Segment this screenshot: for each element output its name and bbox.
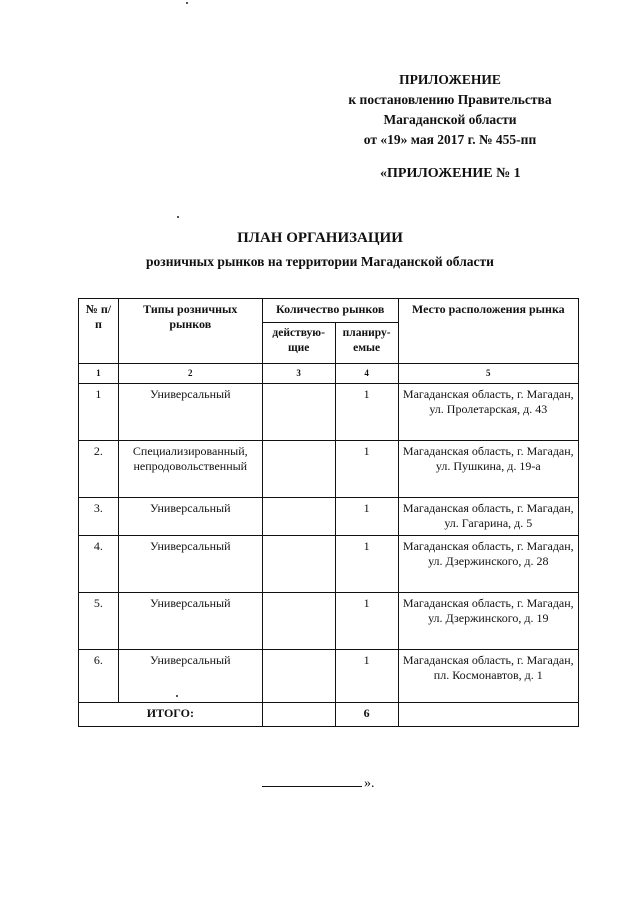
row-active (262, 650, 335, 703)
row-type: Универсальный (118, 536, 262, 593)
header-count-active: действую-щие (262, 323, 335, 364)
row-type: Универсальный (118, 593, 262, 650)
row-num: 6. (79, 650, 119, 703)
row-location: Магаданская область, г. Магадан, ул. Дзержинского, д. 28 (398, 536, 578, 593)
row-location: Магаданская область, г. Магадан, пл. Космонавтов, д. 1 (398, 650, 578, 703)
header-location: Место расположения рынка (398, 299, 578, 364)
index-row (79, 364, 579, 384)
table-row (79, 441, 579, 498)
scan-speck (177, 216, 179, 218)
scan-speck (186, 2, 188, 4)
header-line-1: к постановлению Правительства (348, 92, 552, 107)
row-active (262, 498, 335, 536)
row-type: Универсальный (118, 384, 262, 441)
row-num: 3. (79, 498, 119, 536)
table-row (79, 498, 579, 536)
row-location: Магаданская область, г. Магадан, ул. Дзержинского, д. 19 (398, 593, 578, 650)
table-header-row (79, 299, 579, 323)
header-line-3: от «19» мая 2017 г. № 455-пп (363, 132, 537, 147)
total-planned: 6 (335, 703, 398, 727)
header-num: № п/п (79, 299, 119, 364)
header-count-planned: планиру-емые (335, 323, 398, 364)
markets-table (78, 298, 579, 727)
header-line-2: Магаданской области (383, 112, 517, 127)
plan-subtitle: розничных рынков на территории Магаданской области (146, 254, 494, 269)
row-type: Специализированный, непродовольственный (118, 441, 262, 498)
row-active (262, 441, 335, 498)
row-location: Магаданская область, г. Магадан, ул. Гагарина, д. 5 (398, 498, 578, 536)
row-type: Универсальный (118, 650, 262, 703)
row-planned: 1 (335, 384, 398, 441)
total-row (79, 703, 579, 727)
total-location (398, 703, 578, 727)
table-row (79, 593, 579, 650)
annex-number: «ПРИЛОЖЕНИЕ № 1 (380, 166, 521, 181)
total-label: ИТОГО: (79, 703, 263, 727)
plan-title: ПЛАН ОРГАНИЗАЦИИ (237, 230, 403, 246)
row-location: Магаданская область, г. Магадан, ул. Пушкина, д. 19-а (398, 441, 578, 498)
signature-line (262, 786, 362, 787)
row-planned: 1 (335, 650, 398, 703)
header-types: Типы розничных рынков (118, 299, 262, 364)
index-cell: 1 (79, 364, 119, 384)
row-num: 1 (79, 384, 119, 441)
row-planned: 1 (335, 593, 398, 650)
index-cell: 2 (118, 364, 262, 384)
closing-mark (262, 776, 375, 792)
row-num: 5. (79, 593, 119, 650)
total-active (262, 703, 335, 727)
row-planned: 1 (335, 441, 398, 498)
row-planned: 1 (335, 536, 398, 593)
row-active (262, 536, 335, 593)
row-num: 4. (79, 536, 119, 593)
index-cell: 4 (335, 364, 398, 384)
header-count: Количество рынков (262, 299, 398, 323)
row-type: Универсальный (118, 498, 262, 536)
row-location: Магаданская область, г. Магадан, ул. Пролетарская, д. 43 (398, 384, 578, 441)
header-title: ПРИЛОЖЕНИЕ (399, 72, 501, 87)
resolution-header (300, 70, 600, 150)
closing-quote: ». (364, 776, 375, 791)
table-row (79, 536, 579, 593)
row-planned: 1 (335, 498, 398, 536)
table-row (79, 650, 579, 703)
row-num: 2. (79, 441, 119, 498)
table-row (79, 384, 579, 441)
row-active (262, 384, 335, 441)
index-cell: 5 (398, 364, 578, 384)
row-active (262, 593, 335, 650)
scan-speck (176, 695, 178, 697)
index-cell: 3 (262, 364, 335, 384)
